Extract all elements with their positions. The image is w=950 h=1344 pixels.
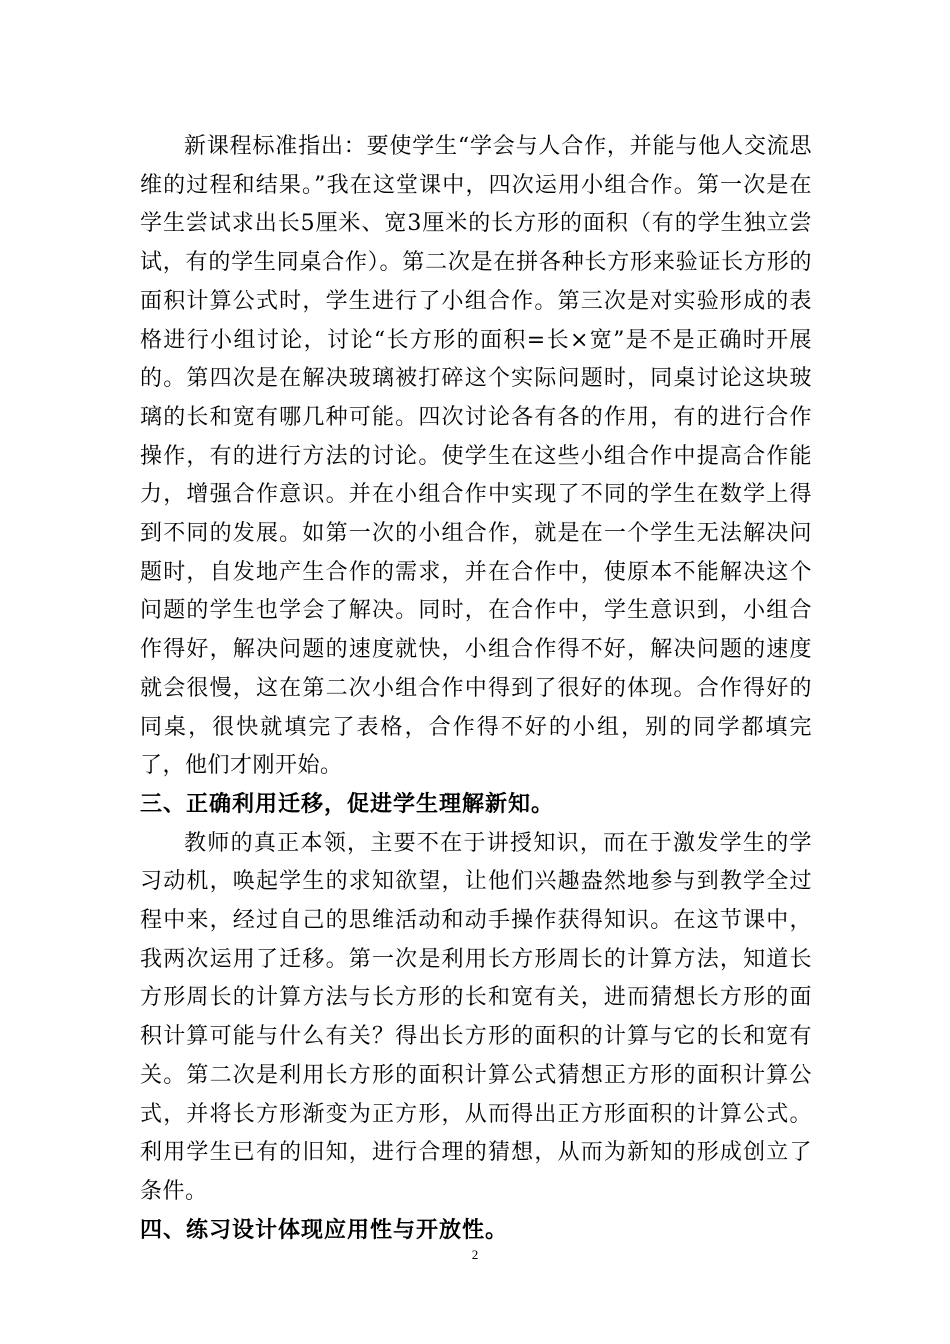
paragraph-transfer: 教师的真正本领，主要不在于讲授知识，而在于激发学生的学习动机，唤起学生的求知欲望，让他们兴趣盎然地参与到教学全过程中来，经过自己的思维活动和动手操作获得知识。在这节课中，我两次运用了迁移。第一次是利用长方形周长的计算方法，知道长方形周长的计算方法与长方形的长和宽有关，进而猜想长方形的面积计算可能与什么有关？得出长方形的面积的计算与它的长和宽有关。第二次是利用长方形的面积计算公式猜想正方形的面积计算公式，并将长方形渐变为正方形，从而得出正方形面积的计算公式。利用学生已有的旧知，进行合理的猜想，从而为新知的形成创立了条件。 (140, 830, 812, 1204)
document-body (140, 128, 812, 1250)
section-heading-3: 三、正确利用迁移，促进学生理解新知。 (140, 791, 555, 817)
paragraph-cooperation: 新课程标准指出：要使学生“学会与人合作，并能与他人交流思维的过程和结果。”我在这堂课中，四次运用小组合作。第一次是在学生尝试求出长5厘米、宽3厘米的长方形的面积（有的学生独立尝试，有的学生同桌合作）。第二次是在拼各种长方形来验证长方形的面积计算公式时，学生进行了小组合作。第三次是对实验形成的表格进行小组讨论，讨论“长方形的面积=长×宽”是不是正确时开展的。第四次是在解决玻璃被打碎这个实际问题时，同桌讨论这块玻璃的长和宽有哪几种可能。四次讨论各有各的作用，有的进行合作操作，有的进行方法的讨论。使学生在这些小组合作中提高合作能力，增强合作意识。并在小组合作中实现了不同的学生在数学上得到不同的发展。如第一次的小组合作，就是在一个学生无法解决问题时，自发地产生合作的需求，并在合作中，使原本不能解决这个问题的学生也学会了解决。同时，在合作中，学生意识到，小组合作得好，解决问题的速度就快，小组合作得不好，解决问题的速度就会很慢，这在第二次小组合作中得到了很好的体现。合作得好的同桌，很快就填完了表格，合作得不好的小组，别的同学都填完了，他们才刚开始。 (140, 134, 812, 779)
page-number: 2 (471, 1247, 479, 1262)
section-heading-4: 四、练习设计体现应用性与开放性。 (140, 1217, 509, 1243)
